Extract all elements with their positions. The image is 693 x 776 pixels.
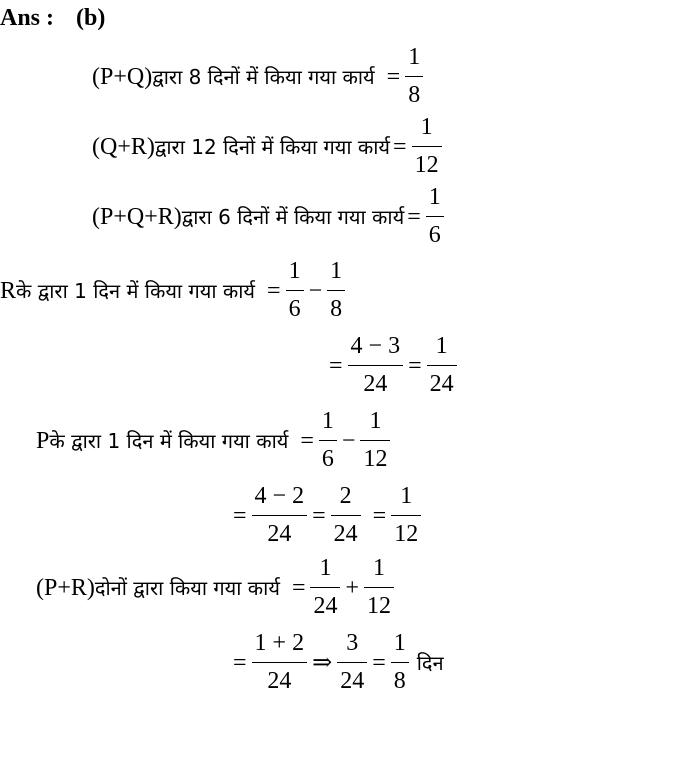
numerator: 3: [346, 630, 359, 656]
fraction-bar: [337, 662, 367, 663]
denominator: 8: [408, 81, 421, 108]
fraction-bar: [426, 216, 444, 217]
lhs-text: के द्वारा 1 दिन में किया गया कार्य: [49, 428, 289, 453]
minus-sign: −: [341, 427, 356, 454]
fraction-bar: [360, 440, 390, 441]
equation-line-pr-work: [36, 555, 396, 620]
lhs-text: दोनों द्वारा किया गया कार्य: [94, 575, 280, 600]
denominator: 24: [333, 520, 358, 547]
numerator: 1: [319, 555, 332, 581]
equals-sign: =: [393, 133, 407, 160]
fraction-bar: [405, 76, 423, 77]
fraction: [252, 630, 308, 695]
fraction-bar: [427, 365, 457, 366]
denominator: 12: [394, 520, 419, 547]
fraction: [319, 408, 337, 473]
fraction: [286, 258, 304, 323]
plus-sign: +: [345, 574, 360, 601]
denominator: 24: [429, 370, 454, 397]
denominator: 12: [367, 592, 392, 619]
denominator: 6: [428, 221, 441, 248]
denominator: 12: [363, 445, 388, 472]
fraction: [348, 333, 404, 398]
fraction-bar: [319, 440, 337, 441]
equals-sign: =: [372, 649, 386, 676]
lhs-latin: (Q+R): [92, 133, 155, 160]
fraction-bar: [331, 515, 361, 516]
denominator: 8: [393, 667, 406, 694]
lhs-latin: P: [36, 427, 50, 454]
equation-line-qr: [92, 114, 444, 179]
equals-sign: =: [267, 277, 281, 304]
numerator: 1: [393, 630, 406, 656]
fraction: [391, 630, 409, 695]
denominator: 6: [288, 295, 301, 322]
denominator: 24: [363, 370, 388, 397]
fraction-bar: [364, 587, 394, 588]
fraction-bar: [348, 365, 404, 366]
answer-header: [0, 6, 105, 30]
fraction-bar: [327, 290, 345, 291]
lhs-text: द्वारा 6 दिनों में किया गया कार्य: [181, 204, 405, 229]
fraction: [360, 408, 390, 473]
equals-sign: =: [300, 427, 314, 454]
numerator: 1 + 2: [254, 630, 305, 656]
equals-sign: =: [408, 352, 422, 379]
denominator: 24: [340, 667, 365, 694]
fraction: [327, 258, 345, 323]
numerator: 1: [330, 258, 343, 284]
implies-arrow: ⇒: [312, 649, 333, 676]
fraction: [331, 483, 361, 548]
equals-sign: =: [407, 203, 421, 230]
numerator: 1: [408, 44, 421, 70]
numerator: 4 − 2: [254, 483, 305, 509]
fraction-bar: [252, 515, 308, 516]
numerator: 1: [420, 114, 433, 140]
fraction-bar: [252, 662, 308, 663]
lhs-latin: R: [0, 277, 17, 304]
lhs-latin: (P+R): [36, 574, 95, 601]
fraction-bar: [391, 662, 409, 663]
denominator: 8: [330, 295, 343, 322]
minus-sign: −: [308, 277, 323, 304]
fraction: [252, 483, 308, 548]
answer-option: (b): [76, 5, 106, 31]
denominator: 24: [267, 520, 292, 547]
lhs-text: द्वारा 12 दिनों में किया गया कार्य: [154, 134, 391, 159]
equals-sign: =: [233, 502, 247, 529]
equals-sign: =: [233, 649, 247, 676]
numerator: 1: [373, 555, 386, 581]
fraction: [337, 630, 367, 695]
equation-line-p-work: [36, 408, 392, 473]
equals-sign: =: [312, 502, 326, 529]
equation-line-r-result: [326, 333, 459, 398]
numerator: 1: [428, 184, 441, 210]
fraction-bar: [310, 587, 340, 588]
equation-line-pqr: [92, 184, 446, 249]
numerator: 1: [288, 258, 301, 284]
fraction: [391, 483, 421, 548]
fraction: [412, 114, 442, 179]
equation-line-r-work: [0, 258, 347, 323]
numerator: 1: [321, 408, 334, 434]
lhs-latin: (P+Q+R): [92, 203, 182, 230]
numerator: 1: [400, 483, 413, 509]
answer-label: Ans :: [0, 5, 55, 31]
fraction: [310, 555, 340, 620]
fraction-bar: [412, 146, 442, 147]
equation-line-pr-result: [230, 630, 444, 695]
numerator: 1: [435, 333, 448, 359]
fraction: [405, 44, 423, 109]
denominator: 24: [267, 667, 292, 694]
fraction: [364, 555, 394, 620]
denominator: 6: [321, 445, 334, 472]
fraction-bar: [391, 515, 421, 516]
equation-line-pq: [92, 44, 425, 109]
equals-sign: =: [329, 352, 343, 379]
equation-line-p-result: [230, 483, 423, 548]
numerator: 2: [339, 483, 352, 509]
lhs-text: के द्वारा 1 दिन में किया गया कार्य: [16, 278, 256, 303]
fraction: [427, 333, 457, 398]
denominator: 12: [414, 151, 439, 178]
fraction: [426, 184, 444, 249]
denominator: 24: [313, 592, 338, 619]
lhs-text: द्वारा 8 दिनों में किया गया कार्य: [152, 64, 375, 89]
equals-sign: =: [372, 502, 387, 529]
equals-sign: =: [386, 63, 401, 90]
numerator: 4 − 3: [350, 333, 401, 359]
numerator: 1: [369, 408, 382, 434]
unit-days-label: दिन: [416, 650, 444, 675]
fraction-bar: [286, 290, 304, 291]
equals-sign: =: [291, 574, 306, 601]
lhs-latin: (P+Q): [92, 63, 153, 90]
